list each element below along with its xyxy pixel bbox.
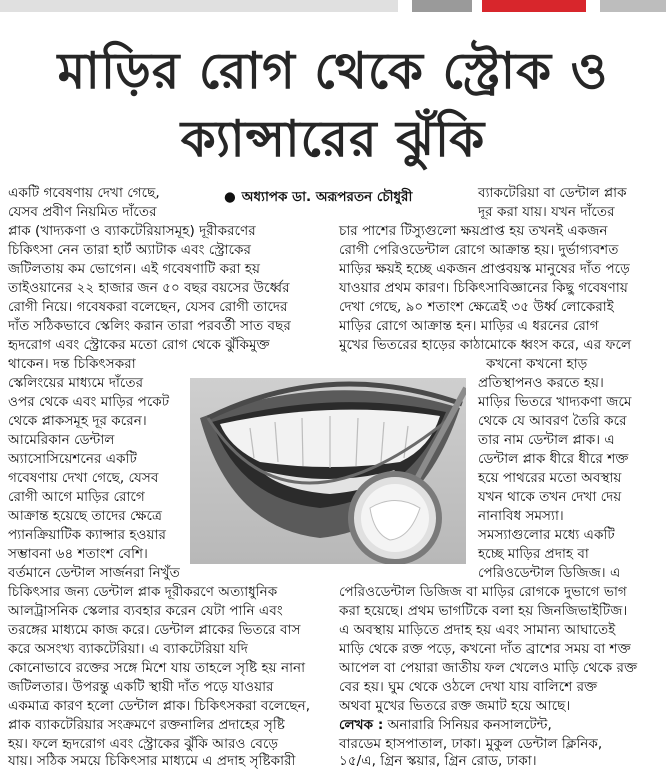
byline-author: অধ্যাপক ডা. অরূপরতন চৌধুরী [241, 189, 413, 205]
article-line: ডেন্টাল প্লাক ধীরে ধীরে শক্ত [478, 451, 629, 467]
article-line: যাওয়ার প্রথম কারণ। চিকিৎসাবিজ্ঞানের কিছু গবেষণায় [339, 280, 628, 296]
article-line: থেকে যে আবরণ তৈরি করে [478, 413, 627, 429]
article-line: সমস্যাগুলোর মধ্যে একটি [478, 527, 615, 543]
article-line: বের হয়। ঘুম থেকে ওঠলে দেখা যায় বালিশে রক্ত [339, 679, 598, 695]
article-line: করে অসংখ্য ব্যাকটেরিয়া। এ ব্যাকটেরিয়া যদি [8, 641, 248, 657]
article-line: হয়ে পাথরের মতো অবস্থায় [478, 470, 622, 486]
article-line: থাকেন। দন্ত চিকিৎসকরা [8, 356, 136, 372]
author-detail: অনারারি সিনিয়র কনসালটেন্ট, [383, 717, 552, 733]
article-line: দাঁত সঠিকভাবে স্কেলিং করান তারা পরবর্তী সাত বছর [8, 318, 291, 334]
article-line: যায়। সঠিক সময়ে চিকিৎসার মাধ্যমে এ প্রদাহ সৃষ্টিকারী [8, 753, 296, 769]
article-line: প্রতিস্থাপনও করতে হয়। [478, 375, 604, 391]
headline-line-1: মাড়ির রোগ থেকে স্ট্রোক ও [57, 42, 609, 100]
article-line: বারডেম হাসপাতাল, ঢাকা। মুকুল ডেন্টাল ক্লিনিক, [339, 736, 603, 752]
article-line: মাড়ির রোগে আক্রান্ত হন। মাড়ির এ ধরনের রোগ [339, 318, 599, 334]
article-line: অ্যাসোসিয়েশনের একটি [8, 451, 137, 467]
article-line: কোনোভাবে রক্তের সঙ্গে মিশে যায় তাহলে সৃষ্টি হয় নানা [8, 660, 306, 676]
article-line: এ অবস্থায় মাড়িতে প্রদাহ হয় এবং সামান্য আঘাতেই [339, 622, 616, 638]
article-line: তরঙ্গের মাধ্যমে কাজ করে। ডেন্টাল প্লাকের ভিতরে বাস [8, 622, 301, 638]
article-line: গবেষণায় দেখা গেছে, যেসব [8, 470, 159, 486]
article-line: মুখের ভিতরের হাড়ের কাঠামোকে ধ্বংস করে, এর ফলে [339, 337, 632, 353]
article-line: ওপর থেকে এবং মাড়ির পকেট [8, 394, 170, 410]
article-line: মাড়ি থেকে রক্ত পড়ে, কখনো দাঁত ব্রাশের সময় বা শক্ত [339, 641, 631, 657]
article-line: নানাবিধ সমস্যা। [478, 508, 564, 524]
article-line: জটিলতার। উপরন্তু একটি স্থায়ী দাঁত পড়ে যাওয়ার [8, 679, 274, 695]
article-line: চার পাশের টিস্যুগুলো ক্ষয়প্রাপ্ত হয় তখনই একজন [339, 223, 608, 239]
article-line: মাড়ির ভিতরে খাদ্যকণা জমে [478, 394, 632, 410]
article-line: প্লাক ব্যাকটেরিয়ার সংক্রমণে রক্তনালির প্রদাহের সৃষ্টি [8, 717, 285, 733]
article-line: চিকিৎসা নেন তারা হার্ট অ্যাটাক এবং স্ট্রোকের [8, 242, 252, 258]
teeth-dental-mirror-photo [190, 378, 466, 564]
article-line: যেসব প্রবীণ নিয়মিত দাঁতের [8, 204, 157, 220]
article-line: অথবা মুখের ভিতরে রক্ত জমাট হয়ে আছে। [339, 698, 571, 714]
bullet-icon: ● [224, 189, 236, 205]
top-bar-gray-mid [412, 0, 472, 12]
smile-illustration [190, 378, 466, 564]
article-line: মাড়ির ক্ষয়ই হচ্ছে একজন প্রাপ্তবয়স্ক মানুষের দাঁত পড়ে [339, 261, 630, 277]
article-line: প্যানক্রিয়াটিক ক্যান্সার হওয়ার [8, 527, 166, 543]
article-line: পেরিওডেন্টাল ডিজিজ বা মাড়ির রোগকে দুভাগে ভাগ [339, 584, 627, 600]
article-line: থেকে প্লাকসমূহ দূর করেন। [8, 413, 147, 429]
article-line: আমেরিকান ডেন্টাল [8, 432, 115, 448]
article-line: হৃদরোগ এবং স্ট্রোকের মতো রোগ থেকে ঝুঁকিমুক্ত [8, 337, 270, 353]
article-line: আপেল বা পেয়ারা জাতীয় ফল খেলেও মাড়ি থেকে রক্ত [339, 660, 638, 676]
article-line: রোগী নিয়ে। গবেষকরা বলেছেন, যেসব রোগী তাদের [8, 299, 288, 315]
article-line: সম্ভাবনা ৬৪ শতাংশ বেশি। [8, 546, 148, 562]
article-line: আক্রান্ত হয়েছে তাদের ক্ষেত্রে [8, 508, 163, 524]
article-line: স্কেলিংয়ের মাধ্যমে দাঁতের [8, 375, 144, 391]
article-line: তার নাম ডেন্টাল প্লাক। এ [478, 432, 615, 448]
article-line: প্লাক (খাদ্যকণা ও ব্যাকটেরিয়াসমূহ) দূরীকরণের [8, 223, 256, 239]
article-line: ১৫/এ, গ্রিন স্কয়ার, গ্রিন রোড, ঢাকা। [339, 753, 537, 769]
article-line: হচ্ছে মাড়ির প্রদাহ বা [478, 546, 589, 562]
article-line: চিকিৎসার জন্য ডেন্টাল প্লাক দূরীকরণে অত্যাধুনিক [8, 584, 278, 600]
article-line: পেরিওডেন্টাল ডিজিজ। এ [478, 565, 621, 581]
author-credit-line [339, 716, 552, 735]
headline-line-2: ক্যান্সারের ঝুঁকি [180, 110, 486, 168]
article-line: রোগী আগে মাড়ির রোগে [8, 489, 145, 505]
article-line: জটিলতায় কম ভোগেন। এই গবেষণাটি করা হয় [8, 261, 261, 277]
top-bar-gray-right [600, 0, 666, 12]
article-line: করা হয়েছে। প্রথম ভাগটিকে বলা হয় জিনজিভাইটিজ। [339, 603, 628, 619]
article-line: কখনো কখনো হাড় [486, 356, 588, 372]
article-line: হয়। ফলে হৃদরোগ এবং স্ট্রোকের ঝুঁকি আরও বেড়ে [8, 736, 279, 752]
article-line: বর্তমানে ডেন্টাল সার্জনরা নিখুঁত [8, 565, 180, 581]
top-bar-red [482, 0, 586, 12]
article-line: আলট্রাসনিক স্কেলার ব্যবহার করেন যেটা পানি এবং [8, 603, 283, 619]
article-line: রোগী পেরিওডেন্টাল রোগে আক্রান্ত হয়। দুর্ভাগ্যবশত [339, 242, 619, 258]
author-label: লেখক : [339, 717, 384, 733]
article-line: তাইওয়ানের ২২ হাজার জন ৫০ বছর বয়সের উর্ধ্বের [8, 280, 290, 296]
article-line: দূর করা যায়। যখন দাঁতের [478, 204, 615, 220]
article-line: ব্যাকটেরিয়া বা ডেন্টাল প্লাক [478, 185, 627, 201]
article-line: একমাত্র কারণ হলো ডেন্টাল প্লাক। চিকিৎসকরা বলেছেন, [8, 698, 311, 714]
byline [224, 186, 412, 209]
article-line: যখন থাকে তখন দেখা দেয় [478, 489, 622, 505]
article-line: একটি গবেষণায় দেখা গেছে, [8, 185, 160, 201]
top-bar-gray-left [0, 0, 398, 12]
article-line: দেখা গেছে, ৯০ শতাংশ ক্ষেত্রেই ৩৫ উর্ধ্ব লোকেরাই [339, 299, 614, 315]
top-color-bar [0, 0, 666, 12]
